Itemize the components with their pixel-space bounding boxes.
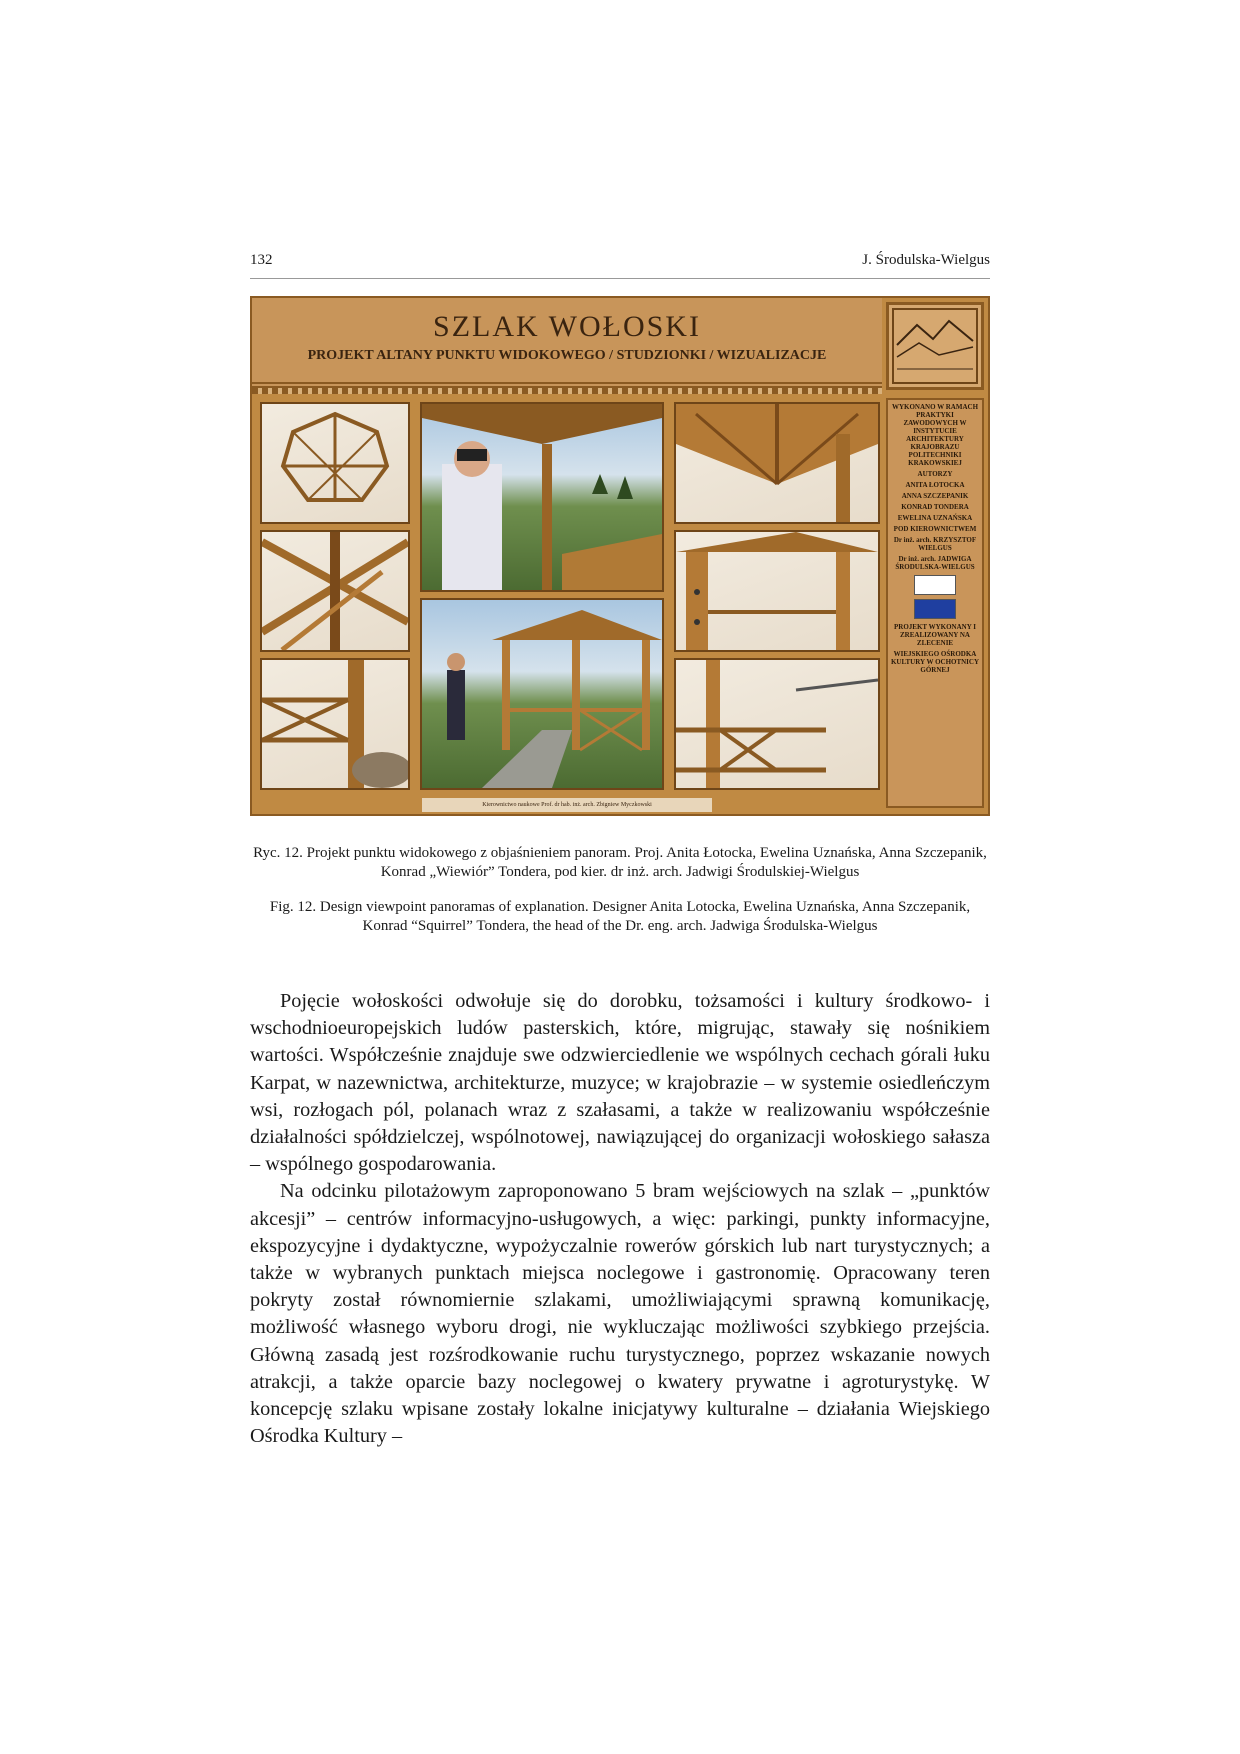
post-detail-render — [674, 530, 880, 652]
side-credit-author: ANNA SZCZEPANIK — [901, 492, 969, 500]
side-credit-author: KONRAD TONDERA — [901, 503, 969, 511]
railing-render — [260, 658, 410, 790]
roof-truss-render — [260, 530, 410, 652]
figure-caption-english: Fig. 12. Design viewpoint panoramas of explanation. Designer Anita Lotocka, Ewelina Uznańska, Anna Szczepanik, Konrad “Squirrel” Tondera, the head of the Dr. eng. arch. Jadwiga Środulska-Wielgus — [269, 899, 971, 934]
side-credit-authors-label: AUTORZY — [917, 470, 953, 478]
bench-railing-render — [674, 658, 880, 790]
running-head-author: J. Środulska-Wielgus — [862, 252, 990, 268]
institution-logo-icon — [914, 575, 956, 595]
side-credit-author: ANITA ŁOTOCKA — [905, 481, 965, 489]
credits-side-panel — [886, 398, 984, 808]
figure-caption-polish: Ryc. 12. Projekt punktu widokowego z objaśnieniem panoram. Proj. Anita Łotocka, Ewelina Uznańska, Anna Szczepanik, Konrad „Wiewiór” Tondera, pod kier. dr inż. arch. Jadwigi Środulskiej-Wielgus — [253, 845, 987, 880]
binoculars-photo — [420, 402, 664, 592]
header-rule — [250, 278, 990, 279]
side-credit-institution: WYKONANO W RAMACH PRAKTYKI ZAWODOWYCH W INSTYTUCIE ARCHITEKTURY KRAJOBRAZU POLITECHNIKI KRAKOWSKIEJ — [891, 403, 979, 467]
side-credit-supervision-label: POD KIEROWNICTWEM — [893, 525, 977, 533]
poster-footer-credit: Kierownictwo naukowe Prof. dr hab. inż. arch. Zbigniew Myczkowski — [422, 798, 712, 812]
side-credit-author: EWELINA UZNAŃSKA — [897, 514, 973, 522]
body-paragraph: Na odcinku pilotażowym zaproponowano 5 bram wejściowych na szlak – „punktów akcesji” – centrów informacyjno-usługowych, a więc: parkingi, punkty informacyjne, ekspozycyjne i dydaktyczne, wypożyczalnie rowerów górskich lub nart turystycznych; a także w wybranych punktach miejsca noclegowe i gastronomię. Opracowany teren pokryty został równomiernie szlakami, umożliwiającymi sprawną komunikację, możliwość własnego wyboru drogi, nie wykluczając możliwości szybkiego przejścia. Główną zasadą jest rozśrodkowanie ruchu turystycznego, poprzez wskazanie nowych atrakcji, a także oparcie bazy noclegowej o kwatery prywatne i agroturystykę. W koncepcję szlaku wpisane zostały lokalne inicjatywy kulturalne – działania Wiejskiego Ośrodka Kultury – — [250, 1180, 990, 1448]
poster-subtitle: PROJEKT ALTANY PUNKTU WIDOKOWEGO / STUDZIONKI / WIZUALIZACJE — [307, 348, 827, 363]
eu-flag-icon — [914, 599, 956, 619]
side-credit-supervisor: Dr inż. arch. JADWIGA ŚRODULSKA-WIELGUS — [895, 555, 975, 571]
body-text — [250, 988, 990, 1450]
poster-title: SZLAK WOŁOSKI — [433, 310, 701, 343]
figure-poster — [250, 296, 990, 816]
side-credit-client: WIEJSKIEGO OŚRODKA KULTURY W OCHOTNICY GÓRNEJ — [890, 650, 980, 674]
gazebo-frame-render — [260, 402, 410, 524]
poster-header — [252, 298, 882, 388]
roof-underside-render — [674, 402, 880, 524]
gazebo-visitors-photo — [420, 598, 664, 790]
decorative-band — [252, 388, 882, 394]
side-credit-commission: PROJEKT WYKONANY I ZREALIZOWANY NA ZLECENIE — [894, 623, 976, 647]
page-number: 132 — [250, 252, 273, 268]
mountain-logo-icon — [886, 302, 984, 390]
side-credit-supervisor: Dr inż. arch. KRZYSZTOF WIELGUS — [893, 536, 977, 552]
body-paragraph: Pojęcie wołoskości odwołuje się do dorobku, tożsamości i kultury środkowo- i wschodnioeuropejskich ludów pasterskich, które, migrując, stawały się nośnikiem wartości. Współcześnie znajduje swe odzwierciedlenie we wspólnych cechach górali łuku Karpat, w nazewnictwa, architekturze, muzyce; w krajobrazie – w systemie osiedleńczym wsi, rozłogach pól, polanach wraz z szałasami, a także w realizowaniu współcześnie działalności spółdzielczej, wspólnotowej, nawiązującej do organizacji wołoskiego sałasza – wspólnego gospodarowania. — [250, 990, 990, 1176]
